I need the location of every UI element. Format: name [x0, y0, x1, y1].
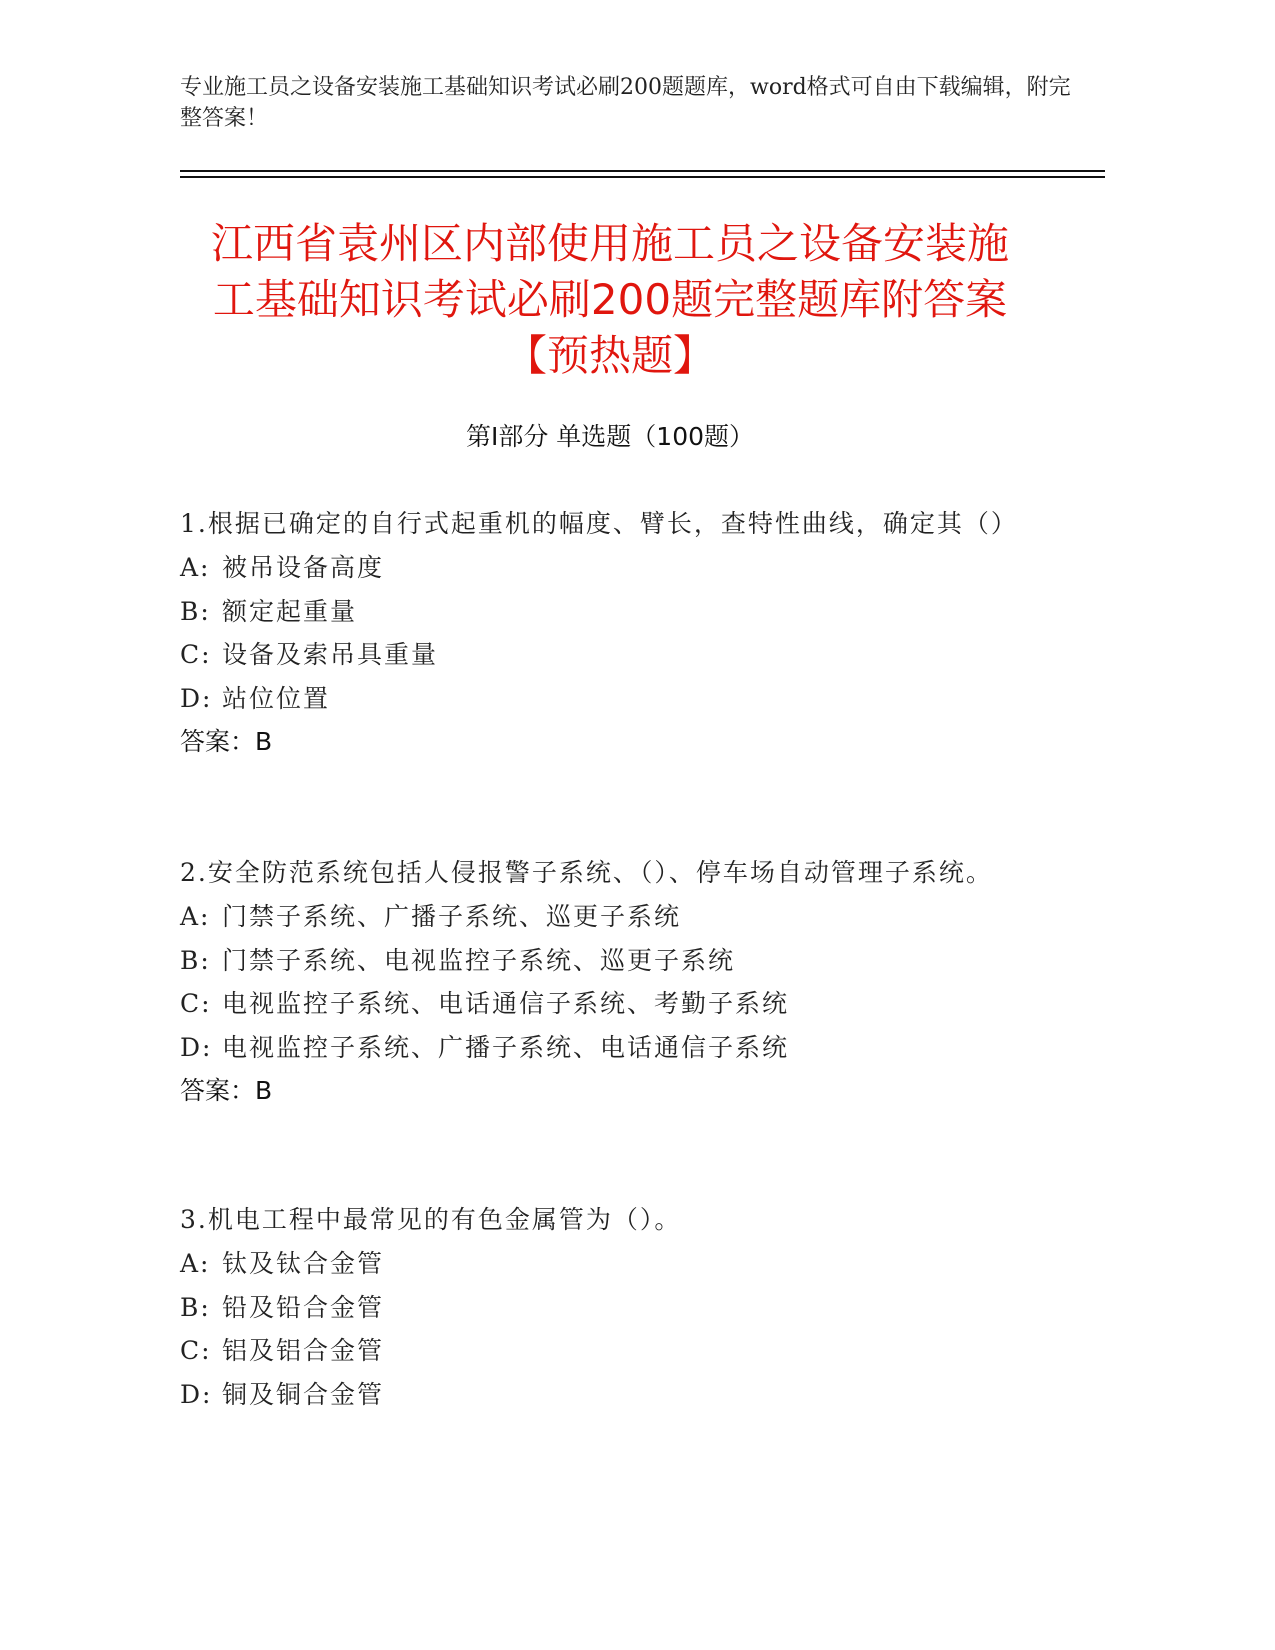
- option-text: 设备及索吊具重量: [222, 640, 439, 669]
- option-d: [180, 1373, 1060, 1417]
- option-text: 门禁子系统、电视监控子系统、巡更子系统: [222, 945, 736, 975]
- option-a: [180, 1242, 1060, 1286]
- question-stem: 1.根据已确定的自行式起重机的幅度、臂长，查特性曲线，确定其（）: [180, 509, 1018, 538]
- option-c: [180, 633, 1060, 677]
- option-letter: B:: [180, 1292, 211, 1322]
- option-d: [180, 1026, 1060, 1070]
- option-text: 额定起重量: [222, 596, 358, 626]
- option-b: [180, 590, 1060, 634]
- option-a: [180, 546, 1060, 590]
- option-b: [180, 939, 1060, 983]
- option-text: 电视监控子系统、广播子系统、电话通信子系统: [222, 1032, 790, 1062]
- question-2: [180, 851, 1060, 1113]
- option-text: 铝及铝合金管: [222, 1336, 385, 1365]
- answer: 答案：B: [180, 1076, 273, 1105]
- option-c: [180, 982, 1060, 1026]
- option-letter: D:: [180, 1379, 213, 1409]
- title-line-2: 工基础知识考试必刷200题完整题库附答案: [212, 275, 1008, 324]
- option-text: 被吊设备高度: [222, 553, 385, 582]
- option-letter: C:: [180, 1336, 212, 1365]
- header-divider-bottom: [180, 176, 1105, 178]
- option-text: 门禁子系统、广播子系统、巡更子系统: [222, 902, 682, 931]
- header-note: 专业施工员之设备安装施工基础知识考试必刷200题题库，word格式可自由下载编辑，附完整答案！: [180, 75, 1071, 131]
- option-text: 钛及钛合金管: [222, 1249, 385, 1278]
- document-title: [160, 216, 1060, 384]
- title-line-1: 江西省袁州区内部使用施工员之设备安装施: [210, 219, 1009, 268]
- option-letter: C:: [180, 989, 212, 1018]
- answer: 答案：B: [180, 727, 273, 756]
- option-letter: A:: [180, 1249, 211, 1278]
- option-letter: D:: [180, 1032, 213, 1062]
- option-letter: C:: [180, 640, 212, 669]
- option-text: 电视监控子系统、电话通信子系统、考勤子系统: [222, 989, 790, 1018]
- option-c: [180, 1329, 1060, 1373]
- question-1: [180, 502, 1060, 764]
- option-d: [180, 677, 1060, 721]
- option-letter: B:: [180, 596, 211, 626]
- option-a: [180, 895, 1060, 939]
- option-b: [180, 1286, 1060, 1330]
- header-divider-top: [180, 170, 1105, 172]
- question-3: [180, 1198, 1060, 1416]
- title-line-3: 【预热题】: [504, 331, 715, 380]
- option-text: 铅及铅合金管: [222, 1292, 385, 1322]
- option-letter: D:: [180, 683, 213, 713]
- option-letter: B:: [180, 945, 211, 975]
- section-title: 第Ⅰ部分 单选题（100题）: [465, 422, 755, 451]
- option-text: 站位位置: [222, 683, 331, 713]
- question-stem: 3.机电工程中最常见的有色金属管为（）。: [180, 1205, 682, 1234]
- question-stem: 2.安全防范系统包括人侵报警子系统、（）、停车场自动管理子系统。: [180, 858, 993, 887]
- option-text: 铜及铜合金管: [222, 1379, 385, 1409]
- option-letter: A:: [180, 553, 211, 582]
- option-letter: A:: [180, 902, 211, 931]
